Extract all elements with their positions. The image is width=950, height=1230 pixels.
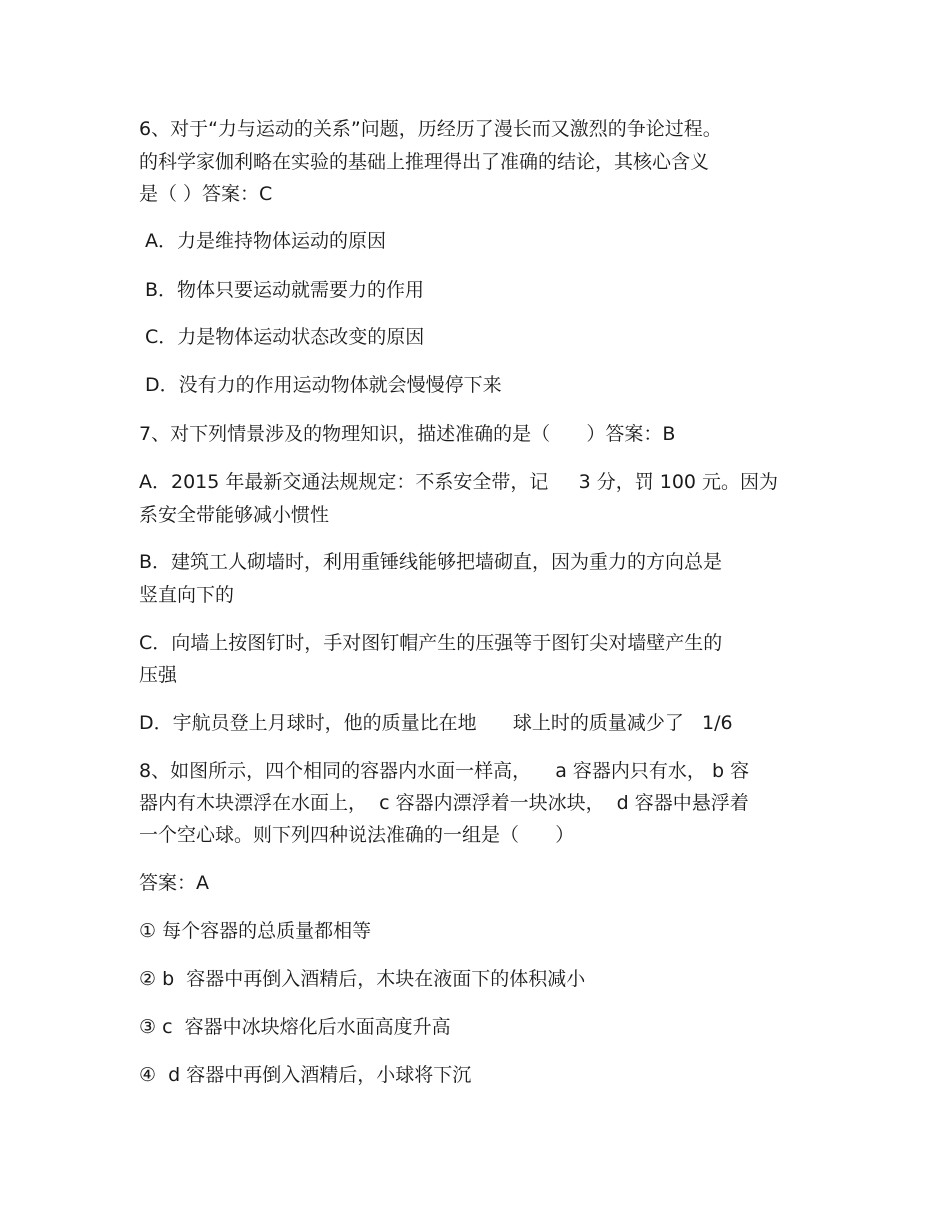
q8-stem-line-2: 器内有木块漂浮在水面上， c 容器内漂浮着一块冰块， d 容器中悬浮着 [139,792,749,814]
q7-option-b-line-2: 竖直向下的 [139,584,235,606]
q7-option-a-line-1: A．2015 年最新交通法规规定：不系安全带，记 3 分，罚 100 元。因为 [139,471,779,493]
q8-statement-4: ④ d 容器中再倒入酒精后，小球将下沉 [139,1064,472,1086]
q6-stem-line-3: 是（ ）答案：C [139,183,273,205]
q8-stem-line-3: 一个空心球。则下列四种说法准确的一组是（ ） [139,824,575,846]
q7-option-d: D．宇航员登上月球时，他的质量比在地 球上时的质量减少了 1/6 [139,712,733,734]
q8-statement-3: ③ c 容器中冰块熔化后水面高度升高 [139,1016,451,1038]
q7-option-a-line-2: 系安全带能够减小惯性 [139,504,330,526]
q6-option-a: A．力是维持物体运动的原因 [145,230,386,252]
q7-option-c-line-2: 压强 [139,664,178,686]
q6-option-d: D．没有力的作用运动物体就会慢慢停下来 [145,374,502,396]
q7-option-b-line-1: B．建筑工人砌墙时，利用重锤线能够把墙砌直，因为重力的方向总是 [139,551,723,573]
q7-stem: 7、对下列情景涉及的物理知识，描述准确的是（ ）答案：B [139,423,676,445]
q6-stem-line-1: 6、对于“力与运动的关系”问题，历经历了漫长而又激烈的争论过程。 [139,118,722,140]
q6-option-c: C．力是物体运动状态改变的原因 [145,326,425,348]
q8-stem-line-1: 8、如图所示，四个相同的容器内水面一样高， a 容器内只有水， b 容 [139,760,750,782]
q6-option-b: B．物体只要运动就需要力的作用 [145,279,425,301]
q8-statement-1: ① 每个容器的总质量都相等 [139,920,372,942]
q6-stem-line-2: 的科学家伽利略在实验的基础上推理得出了准确的结论，其核心含义 [139,151,710,173]
q8-statement-2: ② b 容器中再倒入酒精后，木块在液面下的体积减小 [139,968,586,990]
q8-answer: 答案：A [139,872,209,894]
q7-option-c-line-1: C．向墙上按图钉时，手对图钉帽产生的压强等于图钉尖对墙壁产生的 [139,632,723,654]
